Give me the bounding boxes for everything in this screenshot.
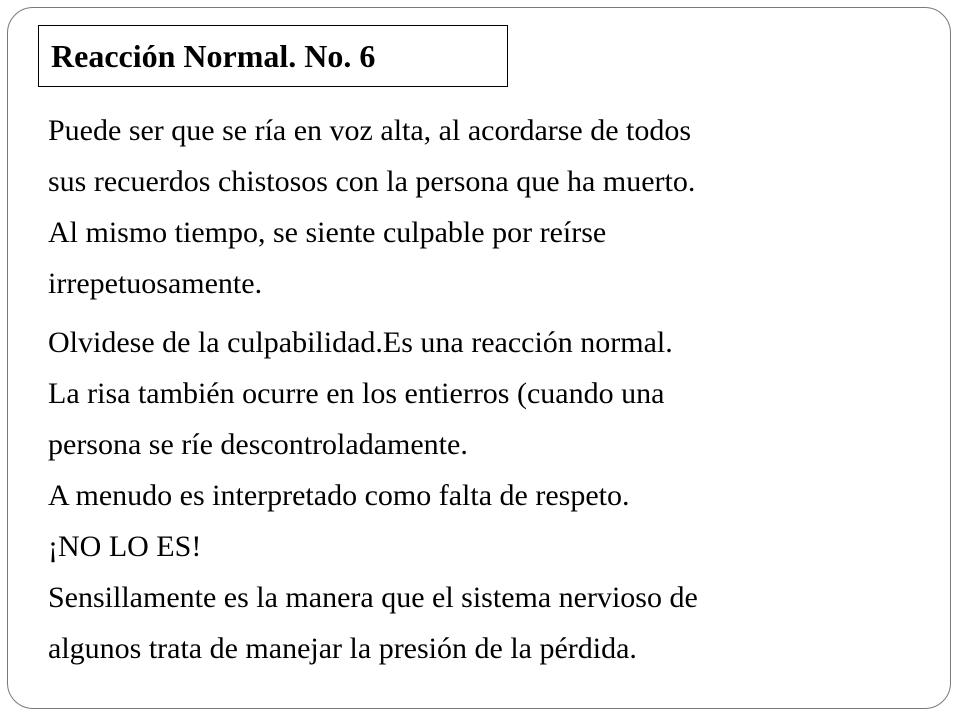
paragraph-line: sus recuerdos chistosos con la persona que ha muerto. <box>48 165 696 198</box>
paragraph-line: ¡NO LO ES! <box>48 530 202 563</box>
paragraph-line: Puede ser que se ría en voz alta, al acordarse de todos <box>48 114 692 147</box>
paragraph-line: irrepetuosamente. <box>48 267 263 300</box>
paragraph-line: Olvidese de la culpabilidad.Es una reacción normal. <box>48 326 673 359</box>
paragraph-line: La risa también ocurre en los entierros (cuando una <box>48 377 665 410</box>
slide-title: Reacción Normal. No. 6 <box>51 37 376 74</box>
paragraph-line: algunos trata de manejar la presión de la pérdida. <box>48 632 637 665</box>
paragraph-line: A menudo es interpretado como falta de respeto. <box>48 479 630 512</box>
title-box <box>38 25 508 87</box>
paragraph-reaction <box>48 105 928 309</box>
paragraph-advice <box>48 317 928 674</box>
paragraph-line: Sensillamente es la manera que el sistema nervioso de <box>48 581 698 614</box>
paragraph-line: Al mismo tiempo, se siente culpable por reírse <box>48 216 607 249</box>
paragraph-line: persona se ríe descontroladamente. <box>48 428 468 461</box>
